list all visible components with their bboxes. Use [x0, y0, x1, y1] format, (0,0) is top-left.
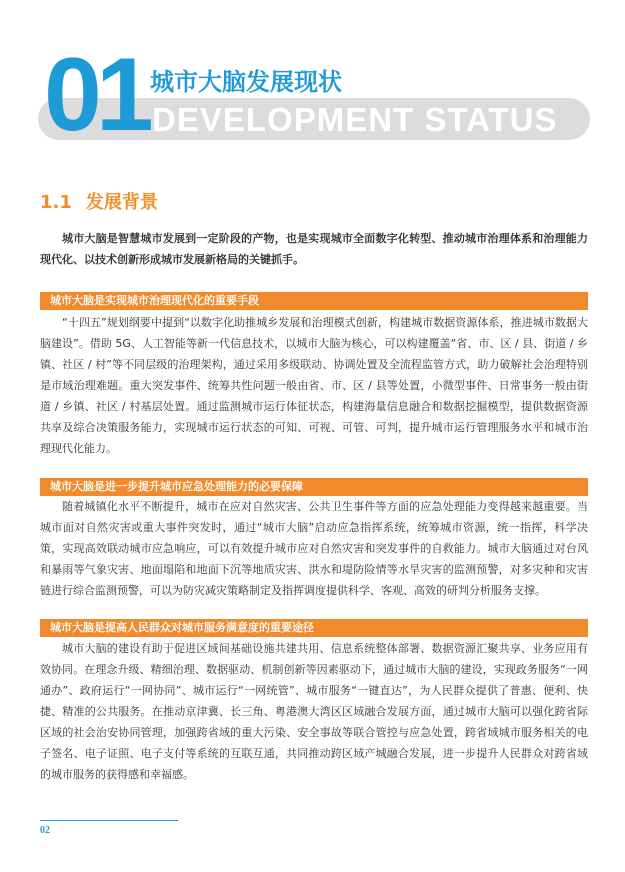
subsection-heading: 城市大脑是提高人民群众对城市服务满意度的重要途径: [50, 621, 314, 634]
subsection-heading-bar: [40, 619, 588, 637]
chapter-subtitle-english: DEVELOPMENT STATUS: [152, 101, 558, 138]
section-title: 发展背景: [85, 192, 158, 213]
footer-divider: [40, 820, 178, 821]
chapter-title: 城市大脑发展现状: [150, 68, 342, 96]
intro-paragraph: 城市大脑是智慧城市发展到一定阶段的产物，也是实现城市全面数字化转型、推动城市治理体系和治理能力现代化、以技术创新形成城市发展新格局的关键抓手。: [40, 232, 588, 266]
section-number: 1.1: [40, 192, 72, 213]
subsection-heading-bar: [40, 478, 588, 496]
subsection-heading-bar: [40, 292, 588, 310]
section-heading: [40, 190, 158, 216]
subsection-body: “十四五”规划纲要中提到“以数字化助推城乡发展和治理模式创新，构建城市数据资源体系，推进城市数据大脑建设”。借助 5G、人工智能等新一代信息技术，以城市大脑为核心，可以构建覆盖“省、市、区 / 县、街道 / 乡镇、社区 / 村”等不同层级的治理架构，通过采用多级联动、协调处置及全流程监管方式，助力破解社会治理特别是市域治理难题。重大突发事件、统筹共性问题一般由省、市、区 / 县等处置，小微型事件、日常事务一般由街道 / 乡镇、社区 / 村基层处置。通过监测城市运行体征状态，构建海量信息融合和数据挖掘模型，提供数据资源共享及综合决策服务能力，实现城市运行状态的可知、可视、可管、可判，提升城市运行管理服务水平和城市治理现代化能力。: [40, 316, 588, 455]
subsection-body: 随着城镇化水平不断提升，城市在应对自然灾害、公共卫生事件等方面的应急处理能力变得越来越重要。当城市面对自然灾害或重大事件突发时，通过“城市大脑”启动应急指挥系统，统筹城市资源，统一指挥，科学决策，实现高效联动城市应急响应，可以有效提升城市应对自然灾害和突发事件的自救能力。城市大脑通过对台风和暴雨等气象灾害、地面塌陷和地面下沉等地质灾害、洪水和堤防险情等水旱灾害的监测预警，对多灾种和灾害链进行综合监测预警，可以为防灾减灾策略制定及指挥调度提供科学、客观、高效的研判分析服务支撑。: [40, 500, 588, 597]
subsection-heading: 城市大脑是进一步提升城市应急处理能力的必要保障: [50, 480, 303, 493]
subsection-body: 城市大脑的建设有助于促进区域间基础设施共建共用、信息系统整体部署、数据资源汇聚共享、业务应用有效协同。在理念升级、精细治理、数据驱动、机制创新等因素驱动下，通过城市大脑的建设，实现政务服务“一网通办”、政府运行“一网协同”、城市运行“一网统管”、城市服务“一键直达”，为人民群众提供了普惠、便利、快捷、精准的公共服务。在推动京津冀、长三角、粤港澳大湾区区域融合发展方面，通过城市大脑可以强化跨省际区域的社会治安协同管理，加强跨省域的重大污染、安全事故等联合管控与应急处置，跨省域城市服务相关的电子签名、电子证照、电子支付等系统的互联互通，共同推动跨区域产城融合发展，进一步提升人民群众对跨省域的城市服务的获得感和幸福感。: [40, 642, 588, 781]
page-number: 02: [40, 825, 50, 836]
chapter-number: 01: [44, 37, 148, 153]
chapter-header: [0, 0, 625, 153]
subsection-heading: 城市大脑是实现城市治理现代化的重要手段: [50, 294, 259, 307]
